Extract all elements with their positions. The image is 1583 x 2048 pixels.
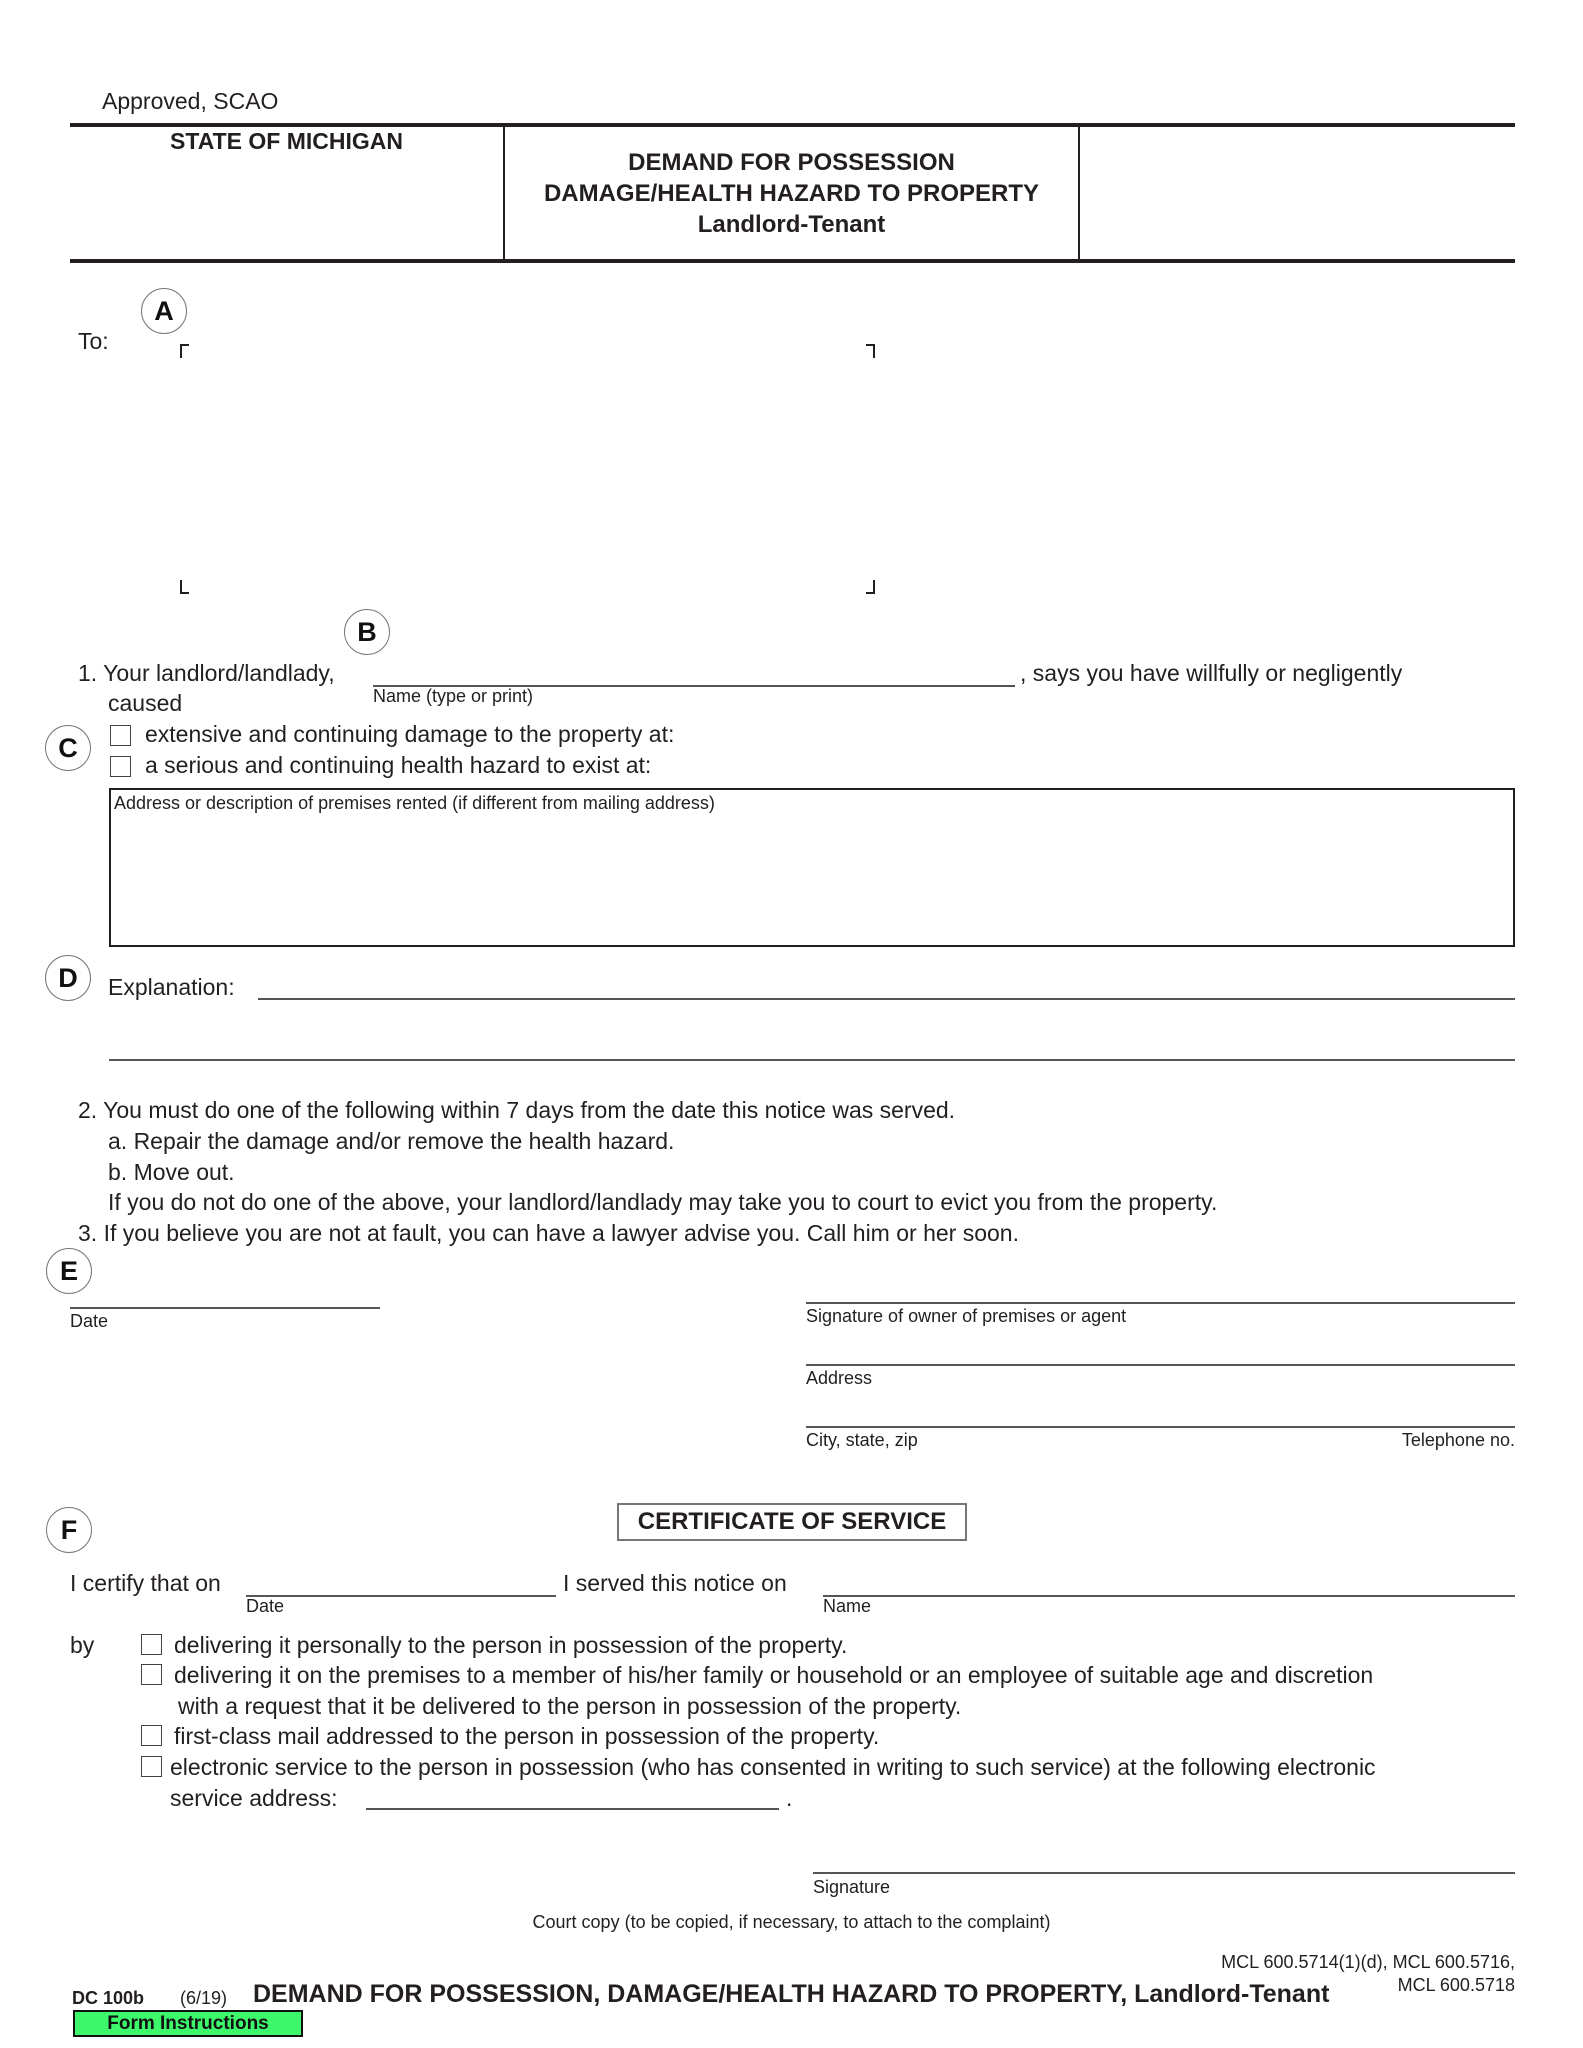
item2-option-a: a. Repair the damage and/or remove the health hazard. (108, 1128, 675, 1154)
marker-e: E (46, 1248, 92, 1294)
server-signature-input[interactable] (813, 1845, 1519, 1873)
personal-delivery-checkbox[interactable] (141, 1634, 162, 1655)
marker-c: C (45, 725, 91, 771)
form-title-line3: Landlord-Tenant (697, 211, 886, 238)
landlord-name-input[interactable] (373, 658, 1019, 686)
electronic-service-label: electronic service to the person in possession (who has consented in writing to such service) at the following electronic (170, 1754, 1376, 1780)
owner-signature-input[interactable] (806, 1275, 1519, 1303)
bracket-top-right (866, 344, 875, 358)
date-caption: Date (70, 1311, 109, 1331)
certify-prefix: I certify that on (70, 1570, 221, 1596)
owner-phone-caption: Telephone no. (1401, 1430, 1515, 1450)
item2-option-b: b. Move out. (108, 1159, 235, 1185)
first-class-mail-label: first-class mail addressed to the person in possession of the property. (174, 1723, 880, 1749)
header-bottom-rule (70, 259, 1515, 263)
header-divider-right (1078, 125, 1080, 261)
served-text: I served this notice on (563, 1570, 787, 1596)
marker-d: D (45, 955, 91, 1001)
premises-address-caption: Address or description of premises rented (if different from mailing address) (114, 793, 715, 813)
state-label: STATE OF MICHIGAN (170, 128, 403, 154)
to-label: To: (78, 328, 109, 354)
explanation-input-2[interactable] (109, 1031, 1519, 1060)
marker-f: F (46, 1507, 92, 1553)
explanation-label: Explanation: (108, 974, 235, 1000)
form-instructions-button[interactable]: Form Instructions (73, 2010, 303, 2037)
damage-checkbox[interactable] (110, 725, 131, 746)
landlord-name-caption: Name (type or print) (373, 686, 534, 706)
damage-option-label: extensive and continuing damage to the property at: (145, 721, 675, 747)
certificate-title: CERTIFICATE OF SERVICE (617, 1503, 967, 1541)
owner-signature-caption: Signature of owner of premises or agent (806, 1306, 1127, 1326)
health-hazard-option-label: a serious and continuing health hazard to exist at: (145, 752, 652, 778)
owner-city-phone-input[interactable] (806, 1399, 1519, 1427)
court-copy-note: Court copy (to be copied, if necessary, to attach to the complaint) (532, 1912, 1051, 1932)
item1-suffix: , says you have willfully or negligently (1020, 660, 1403, 686)
header-top-rule (70, 123, 1515, 127)
health-hazard-checkbox[interactable] (110, 756, 131, 777)
server-signature-caption: Signature (813, 1877, 891, 1897)
served-name-input[interactable] (823, 1568, 1519, 1596)
owner-city-caption: City, state, zip (806, 1430, 918, 1450)
premises-delivery-label-2: with a request that it be delivered to the person in possession of the property. (178, 1693, 962, 1719)
personal-delivery-label: delivering it personally to the person in possession of the property. (174, 1632, 848, 1658)
tenant-address-field[interactable] (190, 350, 864, 584)
marker-a: A (141, 288, 187, 334)
first-class-mail-checkbox[interactable] (141, 1725, 162, 1746)
case-number-field[interactable] (1085, 130, 1514, 257)
owner-address-input[interactable] (806, 1337, 1519, 1365)
service-date-input[interactable] (246, 1568, 560, 1596)
bracket-bottom-right (866, 580, 875, 594)
mcl-line-1: MCL 600.5714(1)(d), MCL 600.5716, (1221, 1952, 1515, 1972)
by-label: by (70, 1632, 95, 1658)
form-date: (6/19) (180, 1988, 228, 2008)
footer-form-title: DEMAND FOR POSSESSION, DAMAGE/HEALTH HAZARD TO PROPERTY, Landlord-Tenant (253, 1980, 1330, 2008)
served-name-caption: Name (823, 1596, 872, 1616)
bracket-bottom-left (180, 580, 189, 594)
item1-prefix: 1. Your landlord/landlady, (78, 660, 335, 686)
form-title-line2: DAMAGE/HEALTH HAZARD TO PROPERTY (543, 180, 1040, 207)
premises-delivery-label: delivering it on the premises to a member of his/her family or household or an employee of suitable age and discretion (174, 1662, 1374, 1688)
item2-intro: 2. You must do one of the following within 7 days from the date this notice was served. (78, 1097, 956, 1123)
premises-delivery-checkbox[interactable] (141, 1664, 162, 1685)
item1-caused: caused (108, 690, 183, 716)
electronic-address-period: . (786, 1785, 793, 1811)
electronic-address-input[interactable] (366, 1781, 783, 1809)
date-input[interactable] (70, 1280, 384, 1308)
owner-address-caption: Address (806, 1368, 873, 1388)
explanation-input-1[interactable] (258, 970, 1519, 999)
mcl-line-2: MCL 600.5718 (1397, 1975, 1515, 1995)
bracket-top-left (180, 344, 189, 358)
service-date-caption: Date (246, 1596, 285, 1616)
item3-text: 3. If you believe you are not at fault, you can have a lawyer advise you. Call him or her soon. (78, 1220, 1019, 1246)
form-title (505, 147, 1078, 240)
electronic-service-address-label: service address: (170, 1785, 338, 1811)
premises-address-input[interactable] (114, 818, 1512, 944)
electronic-service-checkbox[interactable] (141, 1756, 162, 1777)
form-id: DC 100b (72, 1988, 145, 2008)
approved-label: Approved, SCAO (102, 88, 279, 114)
marker-b: B (344, 609, 390, 655)
item2-warning: If you do not do one of the above, your landlord/landlady may take you to court to evict you from the property. (108, 1189, 1218, 1215)
form-title-line1: DEMAND FOR POSSESSION (628, 149, 955, 176)
